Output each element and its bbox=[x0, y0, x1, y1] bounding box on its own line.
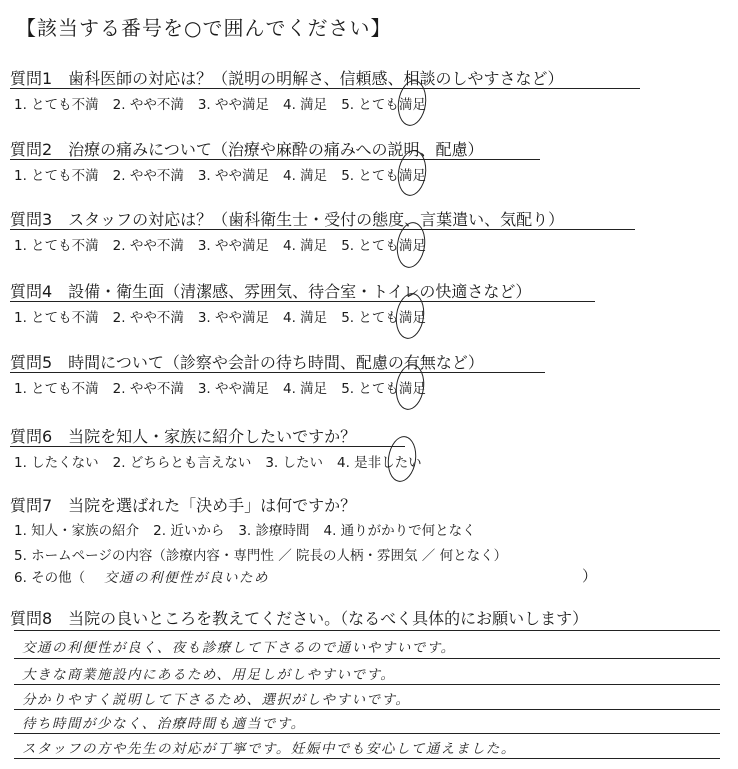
q5-option-4[interactable]: 4. 満足 bbox=[283, 381, 328, 397]
q7-option-2[interactable]: 2. 近いから bbox=[153, 523, 225, 539]
question-3-label: 質問3 スタッフの対応は？（歯科衛生士・受付の態度、言葉遣い、気配り） bbox=[10, 210, 565, 229]
q2-option-2[interactable]: 2. やや不満 bbox=[112, 168, 184, 184]
question-2-underline bbox=[10, 159, 540, 160]
q2-option-1[interactable]: 1. とても不満 bbox=[14, 168, 99, 184]
question-1-options bbox=[14, 93, 440, 113]
q8-answer-line-5: スタッフの方や先生の対応が丁寧です。妊娠中でも安心して通えました。 bbox=[22, 741, 516, 757]
q5-option-2[interactable]: 2. やや不満 bbox=[112, 381, 184, 397]
question-6-label: 質問6 当院を知人・家族に紹介したいですか？ bbox=[10, 427, 357, 446]
q6-selected-circle bbox=[385, 434, 419, 483]
q7-option-6-label[interactable]: 6. その他（ bbox=[14, 570, 86, 586]
question-3-underline bbox=[10, 229, 635, 230]
question-4-label: 質問4 設備・衛生面（清潔感、雰囲気、待合室・トイレの快適さなど） bbox=[10, 282, 532, 301]
answer-rule-2 bbox=[14, 658, 720, 659]
q4-option-5[interactable]: 5. とても満足 bbox=[341, 310, 426, 326]
q4-option-4[interactable]: 4. 満足 bbox=[283, 310, 328, 326]
q6-option-2[interactable]: 2. どちらとも言えない bbox=[112, 455, 252, 471]
q6-option-1[interactable]: 1. したくない bbox=[14, 455, 99, 471]
q5-option-3[interactable]: 3. やや満足 bbox=[197, 381, 270, 397]
q6-option-4[interactable]: 4. 是非したい bbox=[337, 455, 422, 471]
q4-option-2[interactable]: 2. やや不満 bbox=[112, 310, 184, 326]
question-5-options bbox=[14, 377, 440, 397]
q8-answer-line-3: 分かりやすく説明して下さるため、選択がしやすいです。 bbox=[22, 692, 411, 708]
question-6-options bbox=[14, 451, 436, 471]
q3-option-3[interactable]: 3. やや満足 bbox=[197, 238, 270, 254]
q6-option-3[interactable]: 3. したい bbox=[265, 455, 324, 471]
q8-answer-line-4: 待ち時間が少なく、治療時間も適当です。 bbox=[22, 716, 306, 732]
q1-option-1[interactable]: 1. とても不満 bbox=[14, 97, 99, 113]
question-4-underline bbox=[10, 301, 595, 302]
question-7-options-line1 bbox=[14, 519, 490, 539]
q7-option-4[interactable]: 4. 通りがかりで何となく bbox=[323, 523, 476, 539]
question-2-label: 質問2 治療の痛みについて（治療や麻酔の痛みへの説明、配慮） bbox=[10, 140, 484, 159]
question-7-label: 質問7 当院を選ばれた「決め手」は何ですか？ bbox=[10, 496, 357, 515]
q1-option-4[interactable]: 4. 満足 bbox=[283, 97, 328, 113]
q4-option-1[interactable]: 1. とても不満 bbox=[14, 310, 99, 326]
q3-option-4[interactable]: 4. 満足 bbox=[283, 238, 328, 254]
page-title: 【該当する番号を○で囲んでください】 bbox=[16, 16, 392, 40]
answer-rule-6 bbox=[14, 758, 720, 759]
q3-option-5[interactable]: 5. とても満足 bbox=[341, 238, 426, 254]
q7-option-5[interactable]: 5. ホームページの内容（診療内容・専門性 ／ 院長の人柄・雰囲気 ／ 何となく） bbox=[14, 548, 508, 564]
question-1-label: 質問1 歯科医師の対応は？（説明の明解さ、信頼感、相談のしやすさなど） bbox=[10, 69, 564, 88]
answer-rule-5 bbox=[14, 733, 720, 734]
q7-other-handwritten: 交通の利便性が良いため bbox=[104, 570, 269, 586]
question-4-options bbox=[14, 306, 440, 326]
question-7-options-line2 bbox=[14, 544, 521, 564]
q1-option-3[interactable]: 3. やや満足 bbox=[197, 97, 270, 113]
question-6-underline bbox=[10, 446, 405, 447]
q2-option-5[interactable]: 5. とても満足 bbox=[341, 168, 426, 184]
q3-option-2[interactable]: 2. やや不満 bbox=[112, 238, 184, 254]
question-3-options bbox=[14, 234, 440, 254]
answer-rule-4 bbox=[14, 709, 720, 710]
answer-rule-1 bbox=[14, 630, 720, 631]
q3-option-1[interactable]: 1. とても不満 bbox=[14, 238, 99, 254]
q4-option-3[interactable]: 3. やや満足 bbox=[197, 310, 270, 326]
q2-option-4[interactable]: 4. 満足 bbox=[283, 168, 328, 184]
question-2-options bbox=[14, 164, 440, 184]
q1-option-5[interactable]: 5. とても満足 bbox=[341, 97, 426, 113]
answer-rule-3 bbox=[14, 684, 720, 685]
q1-option-2[interactable]: 2. やや不満 bbox=[112, 97, 184, 113]
question-5-underline bbox=[10, 372, 545, 373]
q2-option-3[interactable]: 3. やや満足 bbox=[197, 168, 270, 184]
q5-option-1[interactable]: 1. とても不満 bbox=[14, 381, 99, 397]
q8-answer-line-1: 交通の利便性が良く、夜も診療して下さるので通いやすいです。 bbox=[22, 640, 456, 656]
question-8-label: 質問8 当院の良いところを教えてください。（なるべく具体的にお願いします） bbox=[10, 609, 589, 628]
question-5-label: 質問5 時間について（診察や会計の待ち時間、配慮の有無など） bbox=[10, 353, 484, 372]
q7-other-close: ） bbox=[582, 567, 598, 585]
question-1-underline bbox=[10, 88, 640, 89]
q7-option-3[interactable]: 3. 診療時間 bbox=[238, 523, 310, 539]
q8-answer-line-2: 大きな商業施設内にあるため、用足しがしやすいです。 bbox=[22, 667, 396, 683]
q7-option-1[interactable]: 1. 知人・家族の紹介 bbox=[14, 523, 140, 539]
q5-option-5[interactable]: 5. とても満足 bbox=[341, 381, 426, 397]
